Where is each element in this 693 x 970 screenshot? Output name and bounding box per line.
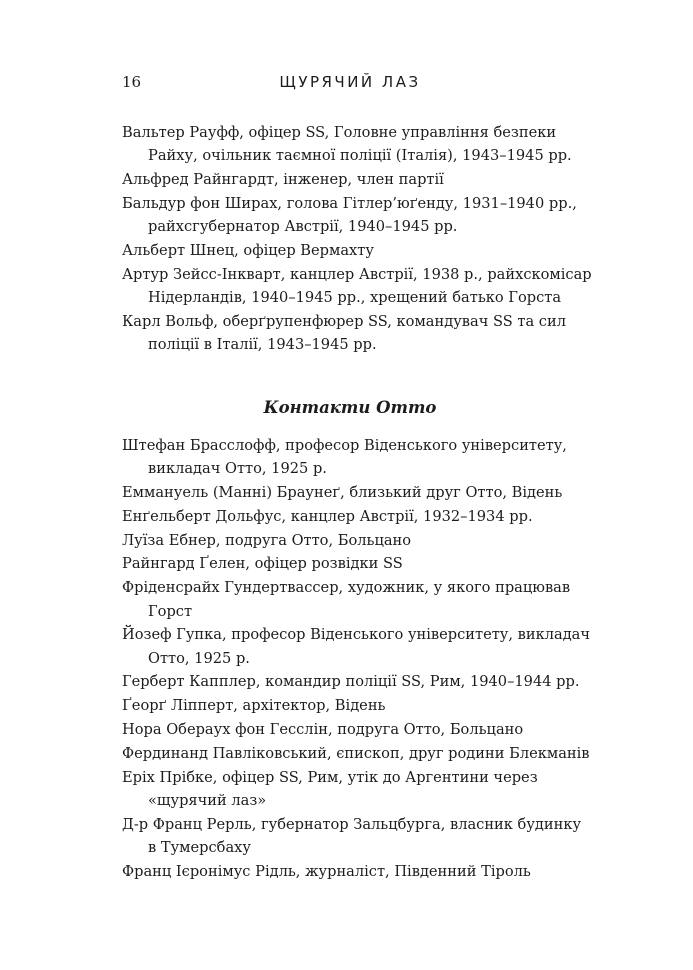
section-heading: Контакти Отто bbox=[263, 398, 437, 417]
list-item: Вальтер Рауфф, офіцер SS, Головне управління безпеки Райху, очільник таємної поліції (Італія), 1943–1945 рр. bbox=[122, 124, 572, 165]
list-item: Ґеорґ Ліпперт, архітектор, Відень bbox=[122, 697, 386, 715]
list-item: Фердинанд Павліковський, єпископ, друг родини Блекманів bbox=[122, 744, 590, 762]
list-item: Йозеф Гупка, професор Віденського університету, викладач Отто, 1925 р. bbox=[122, 626, 591, 667]
list-item: Карл Вольф, оберґрупенфюрер SS, командувач SS та сил поліції в Італії, 1943–1945 рр. bbox=[122, 312, 566, 354]
people-list-2 bbox=[122, 434, 592, 883]
page-number: 16 bbox=[122, 73, 142, 91]
list-item: Альберт Шнец, офіцер Вермахту bbox=[122, 241, 374, 259]
list-item: Райнгард Ґелен, офіцер розвідки SS bbox=[122, 555, 403, 573]
list-item: Нора Обераух фон Гесслін, подруга Отто, Больцано bbox=[122, 721, 524, 739]
people-list-1 bbox=[122, 121, 592, 356]
running-title: ЩУРЯЧИЙ ЛАЗ bbox=[279, 73, 421, 91]
list-item: Герберт Капплер, командир поліції SS, Рим, 1940–1944 рр. bbox=[122, 673, 580, 691]
list-item: Еммануель (Манні) Браунеґ, близький друг Отто, Відень bbox=[122, 484, 563, 502]
list-item: Бальдур фон Ширах, голова Гітлер’юґенду, 1931–1940 рр., райхсгубернатор Австрії, 1940–1945 рр. bbox=[122, 194, 577, 236]
running-head bbox=[122, 72, 578, 94]
list-item: Фріденсрайх Гундертвассер, художник, у якого працював Горст bbox=[122, 579, 571, 620]
list-item: Еріх Прібке, офіцер SS, Рим, утік до Аргентини через «щурячий лаз» bbox=[122, 768, 538, 809]
list-item: Д-р Франц Рерль, губернатор Зальцбурга, власник будинку в Тумерсбаху bbox=[122, 815, 582, 857]
list-item: Луїза Ебнер, подруга Отто, Больцано bbox=[122, 531, 412, 549]
list-item: Енґельберт Дольфус, канцлер Австрії, 1932–1934 рр. bbox=[122, 507, 533, 525]
list-item: Артур Зейсс-Інкварт, канцлер Австрії, 1938 р., райхскомісар Нідерландів, 1940–1945 рр., хрещений батько Горста bbox=[122, 265, 592, 307]
list-item: Франц Ієронімус Рідль, журналіст, Південний Тіроль bbox=[122, 862, 531, 880]
list-item: Альфред Райнгардт, інженер, член партії bbox=[122, 171, 444, 189]
list-item: Штефан Брасслофф, професор Віденського університету, викладач Отто, 1925 р. bbox=[122, 437, 567, 478]
